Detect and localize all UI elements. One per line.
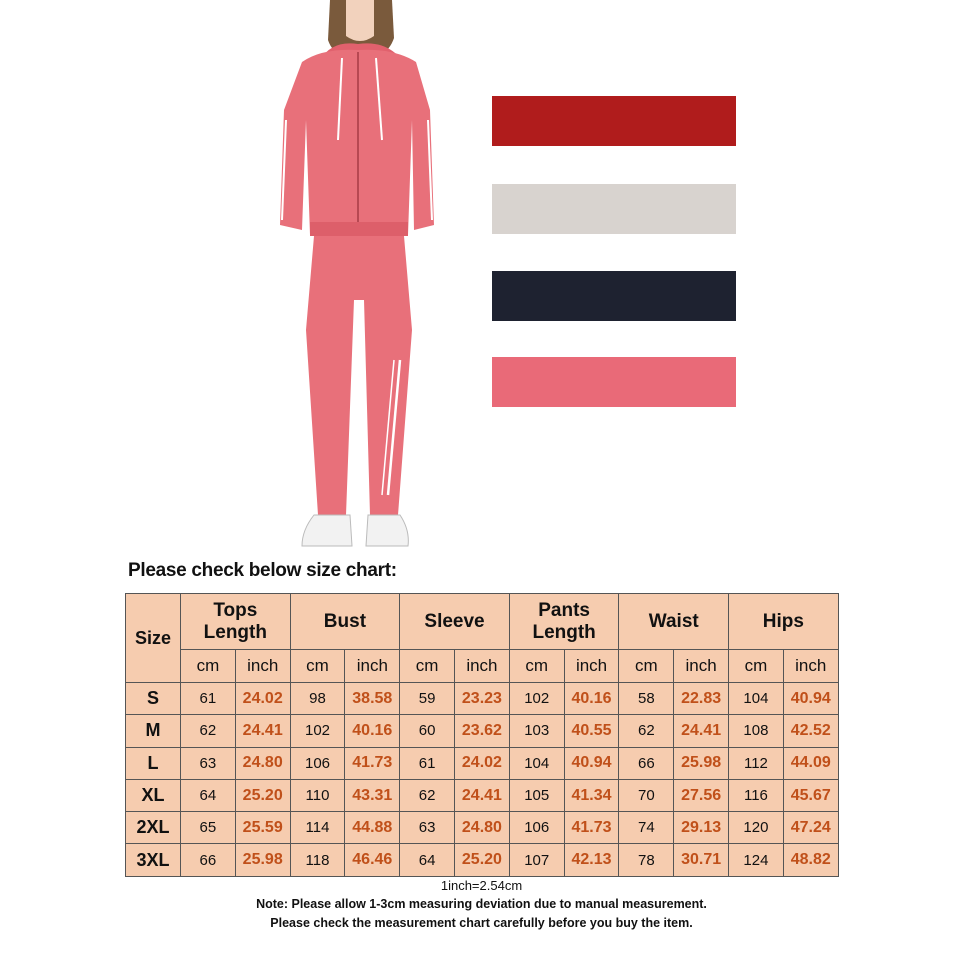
cm-value: 66 — [181, 844, 236, 876]
cm-value: 58 — [619, 683, 674, 715]
size-label: L — [126, 747, 181, 779]
table-row — [126, 812, 839, 844]
cm-value: 112 — [729, 747, 784, 779]
inch-value: 42.52 — [783, 715, 838, 747]
inch-value: 40.16 — [345, 715, 400, 747]
cm-value: 120 — [729, 812, 784, 844]
group-header-hips: Hips — [729, 594, 839, 650]
inch-value: 25.20 — [455, 844, 510, 876]
size-label: 2XL — [126, 812, 181, 844]
inch-value: 25.59 — [235, 812, 290, 844]
left-shoe — [302, 515, 352, 546]
cm-value: 108 — [729, 715, 784, 747]
cm-value: 62 — [619, 715, 674, 747]
table-row — [126, 683, 839, 715]
inch-value: 44.88 — [345, 812, 400, 844]
inch-value: 48.82 — [783, 844, 838, 876]
inch-value: 46.46 — [345, 844, 400, 876]
group-header-sleeve: Sleeve — [400, 594, 510, 650]
unit-inch: inch — [783, 650, 838, 683]
inch-value: 25.98 — [674, 747, 729, 779]
table-row — [126, 844, 839, 876]
right-shoe — [366, 515, 408, 546]
cm-value: 105 — [509, 779, 564, 811]
check-chart-note: Please check the measurement chart carefully before you buy the item. — [270, 916, 693, 930]
cm-value: 116 — [729, 779, 784, 811]
swatch-light-gray[interactable] — [492, 184, 736, 234]
pants — [306, 236, 412, 515]
unit-header-row — [126, 650, 839, 683]
conversion-note: 1inch=2.54cm — [440, 878, 523, 893]
inch-value: 24.41 — [235, 715, 290, 747]
cm-value: 107 — [509, 844, 564, 876]
inch-value: 23.62 — [455, 715, 510, 747]
swatch-navy[interactable] — [492, 271, 736, 321]
inch-value: 40.94 — [564, 747, 619, 779]
cm-value: 64 — [400, 844, 455, 876]
group-header-tops-length: Tops Length — [181, 594, 291, 650]
inch-value: 24.41 — [455, 779, 510, 811]
cm-value: 61 — [181, 683, 236, 715]
cm-value: 60 — [400, 715, 455, 747]
unit-cm: cm — [400, 650, 455, 683]
deviation-note: Note: Please allow 1-3cm measuring deviation due to manual measurement. — [256, 897, 707, 911]
table-row — [126, 715, 839, 747]
inch-value: 23.23 — [455, 683, 510, 715]
model-photo — [262, 0, 452, 550]
unit-cm: cm — [619, 650, 674, 683]
cm-value: 124 — [729, 844, 784, 876]
cm-value: 98 — [290, 683, 345, 715]
inch-value: 24.02 — [235, 683, 290, 715]
unit-cm: cm — [729, 650, 784, 683]
unit-cm: cm — [181, 650, 236, 683]
cm-value: 59 — [400, 683, 455, 715]
inch-value: 24.02 — [455, 747, 510, 779]
inch-value: 38.58 — [345, 683, 400, 715]
inch-value: 27.56 — [674, 779, 729, 811]
table-row — [126, 747, 839, 779]
cm-value: 65 — [181, 812, 236, 844]
cm-value: 106 — [509, 812, 564, 844]
unit-cm: cm — [290, 650, 345, 683]
unit-cm: cm — [509, 650, 564, 683]
neck — [346, 0, 374, 41]
group-header-bust: Bust — [290, 594, 400, 650]
inch-value: 22.83 — [674, 683, 729, 715]
notes — [125, 876, 838, 933]
cm-value: 110 — [290, 779, 345, 811]
cm-value: 63 — [181, 747, 236, 779]
table-row — [126, 779, 839, 811]
size-rows — [126, 683, 839, 877]
cm-value: 78 — [619, 844, 674, 876]
inch-value: 25.20 — [235, 779, 290, 811]
cm-value: 64 — [181, 779, 236, 811]
inch-value: 44.09 — [783, 747, 838, 779]
swatch-pink[interactable] — [492, 357, 736, 407]
inch-value: 40.16 — [564, 683, 619, 715]
cm-value: 102 — [290, 715, 345, 747]
group-header-pants-length: Pants Length — [509, 594, 619, 650]
cm-value: 106 — [290, 747, 345, 779]
inch-value: 29.13 — [674, 812, 729, 844]
unit-inch: inch — [564, 650, 619, 683]
cm-value: 61 — [400, 747, 455, 779]
size-label: M — [126, 715, 181, 747]
inch-value: 47.24 — [783, 812, 838, 844]
inch-value: 43.31 — [345, 779, 400, 811]
unit-inch: inch — [674, 650, 729, 683]
cm-value: 66 — [619, 747, 674, 779]
inch-value: 40.55 — [564, 715, 619, 747]
group-header-row — [126, 594, 839, 650]
inch-value: 41.73 — [345, 747, 400, 779]
unit-inch: inch — [235, 650, 290, 683]
cm-value: 62 — [181, 715, 236, 747]
inch-value: 24.41 — [674, 715, 729, 747]
inch-value: 45.67 — [783, 779, 838, 811]
inch-value: 30.71 — [674, 844, 729, 876]
cm-value: 102 — [509, 683, 564, 715]
group-header-waist: Waist — [619, 594, 729, 650]
size-chart-table — [125, 593, 839, 877]
inch-value: 40.94 — [783, 683, 838, 715]
size-chart-heading: Please check below size chart: — [128, 560, 397, 581]
cm-value: 118 — [290, 844, 345, 876]
size-label: XL — [126, 779, 181, 811]
inch-value: 25.98 — [235, 844, 290, 876]
inch-value: 24.80 — [455, 812, 510, 844]
inch-value: 42.13 — [564, 844, 619, 876]
inch-value: 41.34 — [564, 779, 619, 811]
cm-value: 62 — [400, 779, 455, 811]
unit-inch: inch — [455, 650, 510, 683]
cm-value: 70 — [619, 779, 674, 811]
cm-value: 63 — [400, 812, 455, 844]
cm-value: 104 — [509, 747, 564, 779]
cm-value: 74 — [619, 812, 674, 844]
inch-value: 24.80 — [235, 747, 290, 779]
cm-value: 104 — [729, 683, 784, 715]
cm-value: 103 — [509, 715, 564, 747]
swatch-red[interactable] — [492, 96, 736, 146]
cm-value: 114 — [290, 812, 345, 844]
size-label: S — [126, 683, 181, 715]
unit-inch: inch — [345, 650, 400, 683]
size-label: 3XL — [126, 844, 181, 876]
inch-value: 41.73 — [564, 812, 619, 844]
size-header: Size — [126, 594, 181, 683]
